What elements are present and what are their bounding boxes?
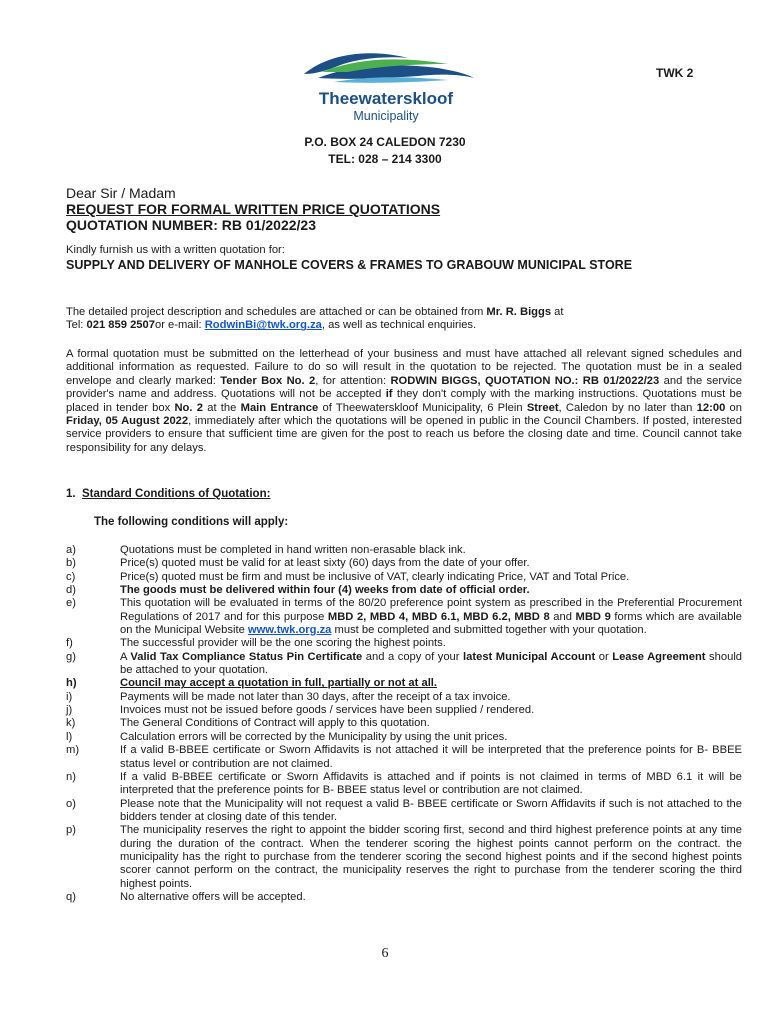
conditions-list bbox=[66, 544, 742, 904]
submission-paragraph bbox=[66, 348, 742, 455]
item-letter: b) bbox=[66, 557, 76, 570]
org-name: Theewaterskloof bbox=[318, 89, 454, 108]
body-text: of Theewaterskloof Municipality, 6 Plein bbox=[318, 401, 527, 414]
contact-text: , as well as technical enquiries. bbox=[321, 319, 477, 332]
list-item bbox=[66, 891, 742, 904]
tel-label: Tel: bbox=[66, 319, 87, 332]
item-text: Invoices must not be issued before goods / services have been supplied / rendered. bbox=[120, 704, 535, 717]
contact-text: or e-mail: bbox=[154, 319, 205, 332]
item-text-part: should be attached to your quotation. bbox=[120, 650, 743, 677]
item-text: Please note that the Municipality will not request a valid B- BBEE certificate or Sworn Affidavits if such is not attached to the bidders tender at closing date of this tender. bbox=[120, 797, 742, 823]
item-letter: c) bbox=[66, 570, 76, 583]
item-letter: m) bbox=[66, 744, 80, 757]
item-text-part: and bbox=[549, 610, 576, 623]
tender-box-number: No. 2 bbox=[174, 401, 203, 414]
list-item bbox=[66, 691, 742, 704]
contact-tel: 021 859 2507 bbox=[86, 319, 155, 332]
item-text bbox=[120, 597, 742, 637]
list-item bbox=[66, 597, 742, 637]
body-text: on bbox=[725, 401, 742, 414]
item-text-part: or bbox=[595, 650, 613, 663]
body-text: A formal quotation must be submitted on the letterhead of your business and must have attached all relevant signed schedules and additional information as requested. Failure to do so will result in the quotation to be rejected. The quotation must be in a sealed envelope and clearly marked: bbox=[66, 348, 742, 387]
item-text: The goods must be delivered within four (4) weeks from date of official order. bbox=[120, 584, 530, 597]
list-item bbox=[66, 637, 742, 650]
contact-text: at bbox=[551, 306, 564, 318]
item-letter: d) bbox=[66, 584, 76, 597]
item-text: No alternative offers will be accepted. bbox=[120, 890, 306, 903]
body-text: , immediately after which the quotations will be opened in public in the Council Chambers. If posted, interested service providers to ensure that sufficient time are given for the post to reach us before the closing date and time. Council cannot take responsibility for any delays. bbox=[66, 415, 742, 454]
list-item bbox=[66, 557, 742, 570]
mbd-forms: MBD 2, MBD 4, MBD 6.1, MBD 6.2, MBD 8 bbox=[327, 610, 550, 623]
mbd-forms: MBD 9 bbox=[575, 610, 611, 623]
email-link[interactable]: RodwinBi@twk.org.za bbox=[204, 319, 322, 332]
telephone: TEL: 028 – 214 3300 bbox=[328, 152, 442, 166]
po-box: P.O. BOX 24 CALEDON 7230 bbox=[304, 135, 466, 149]
item-text: If a valid B-BBEE certificate or Sworn Affidavits is attached and if points is not claimed in terms of MBD 6.1 it will be interpreted that the preference points for B- BBEE status level or contribution are not claimed. bbox=[120, 770, 742, 797]
section-heading bbox=[66, 488, 270, 500]
item-letter: e) bbox=[66, 597, 76, 610]
attention-ref: RODWIN BIGGS, QUOTATION NO.: RB 01/2022/23 bbox=[390, 374, 660, 387]
list-item bbox=[66, 677, 742, 690]
org-sub: Municipality bbox=[353, 109, 419, 123]
closing-time: 12:00 bbox=[696, 401, 726, 414]
item-bold: Valid Tax Compliance Status Pin Certificate bbox=[130, 650, 363, 663]
item-text-part: forms which are available on the Municipal Website bbox=[120, 610, 743, 637]
item-text-part: This quotation will be evaluated in terms of the 80/20 preference point system as prescribed in the Preferential Procurement Regulations of 2017 and for this purpose bbox=[120, 597, 742, 623]
contact-text: The detailed project description and schedules are attached or can be obtained from bbox=[66, 306, 487, 318]
item-text: The successful provider will be the one scoring the highest points. bbox=[120, 637, 446, 650]
body-text: and the service provider's name and address. Quotations will not be accepted bbox=[66, 374, 742, 401]
page-number: 6 bbox=[381, 946, 389, 961]
salutation: Dear Sir / Madam bbox=[66, 185, 176, 201]
item-letter: p) bbox=[66, 824, 76, 837]
item-text: The General Conditions of Contract will apply to this quotation. bbox=[120, 717, 430, 730]
item-letter: g) bbox=[66, 650, 76, 663]
section-title: Standard Conditions of Quotation: bbox=[81, 488, 271, 500]
body-bold: if bbox=[385, 388, 393, 401]
body-text: , Caledon by no later than bbox=[558, 401, 697, 414]
list-item bbox=[66, 651, 742, 678]
item-letter: l) bbox=[66, 730, 73, 743]
closing-date: Friday, 05 August 2022 bbox=[66, 415, 189, 428]
body-text: at the bbox=[202, 401, 241, 414]
quotation-number: QUOTATION NUMBER: RB 01/2022/23 bbox=[66, 217, 316, 233]
item-bold: Lease Agreement bbox=[612, 650, 706, 663]
item-text-part: A bbox=[120, 650, 131, 663]
tender-box: Tender Box No. 2 bbox=[220, 374, 316, 387]
list-item bbox=[66, 584, 742, 597]
website-link[interactable]: www.twk.org.za bbox=[247, 624, 332, 637]
item-letter: h) bbox=[66, 677, 77, 690]
list-item bbox=[66, 544, 742, 557]
item-letter: i) bbox=[66, 690, 73, 703]
intro-text: Kindly furnish us with a written quotation for: bbox=[66, 244, 285, 256]
list-item bbox=[66, 704, 742, 717]
item-text: Council may accept a quotation in full, partially or not at all. bbox=[120, 677, 438, 690]
body-text: they don't comply with the marking instructions. Quotations must be placed in tender box bbox=[66, 388, 742, 414]
item-text bbox=[120, 651, 742, 678]
list-item bbox=[66, 771, 742, 798]
doc-code: TWK 2 bbox=[656, 66, 694, 80]
contact-name: Mr. R. Biggs bbox=[486, 306, 552, 318]
list-item bbox=[66, 824, 742, 891]
item-text-part: and a copy of your bbox=[362, 650, 464, 663]
item-letter: q) bbox=[66, 890, 76, 903]
list-item bbox=[66, 731, 742, 744]
main-entrance: Main Entrance bbox=[240, 401, 319, 414]
street: Street bbox=[526, 401, 559, 414]
item-text: Quotations must be completed in hand written non-erasable black ink. bbox=[120, 544, 466, 556]
list-item bbox=[66, 717, 742, 730]
page-title: REQUEST FOR FORMAL WRITTEN PRICE QUOTATIONS bbox=[66, 201, 441, 217]
conditions-intro: The following conditions will apply: bbox=[94, 516, 289, 528]
item-letter: a) bbox=[66, 544, 76, 556]
contact-paragraph bbox=[66, 306, 742, 333]
item-letter: j) bbox=[66, 704, 73, 717]
list-item bbox=[66, 744, 742, 771]
item-letter: n) bbox=[66, 770, 76, 783]
section-number: 1. bbox=[66, 488, 76, 500]
item-text: If a valid B-BBEE certificate or Sworn Affidavits is not attached it will be interpreted that the preference points for B- BBEE status level or contribution are not claimed. bbox=[120, 744, 742, 770]
list-item bbox=[66, 798, 742, 825]
item-text: Payments will be made not later than 30 days, after the receipt of a tax invoice. bbox=[120, 690, 511, 703]
item-text-part: must be completed and submitted together with your quotation. bbox=[331, 624, 647, 637]
subject: SUPPLY AND DELIVERY OF MANHOLE COVERS & FRAMES TO GRABOUW MUNICIPAL STORE bbox=[66, 258, 633, 272]
item-bold: latest Municipal Account bbox=[463, 650, 596, 663]
list-item bbox=[66, 571, 742, 584]
item-letter: k) bbox=[66, 717, 76, 730]
item-text: Calculation errors will be corrected by the Municipality by using the unit prices. bbox=[120, 730, 508, 743]
item-text: The municipality reserves the right to appoint the bidder scoring first, second and third highest preference points at any time during the duration of the contract. When the tenderer scoring the highest points cannot perform on the contract. the municipality has the right to purchase from the tenderer scoring the second highest points and if the second highest points scorer cannot perform on the contract, the municipality reserves the right to purchase from the tenderer scoring the third highest points. bbox=[120, 824, 742, 890]
item-letter: f) bbox=[66, 637, 73, 650]
item-text: Price(s) quoted must be firm and must be inclusive of VAT, clearly indicating Price, VAT and Total Price. bbox=[120, 570, 630, 583]
item-text: Price(s) quoted must be valid for at least sixty (60) days from the date of your offer. bbox=[120, 557, 530, 570]
item-letter: o) bbox=[66, 797, 76, 810]
body-text: , for attention: bbox=[315, 374, 391, 387]
